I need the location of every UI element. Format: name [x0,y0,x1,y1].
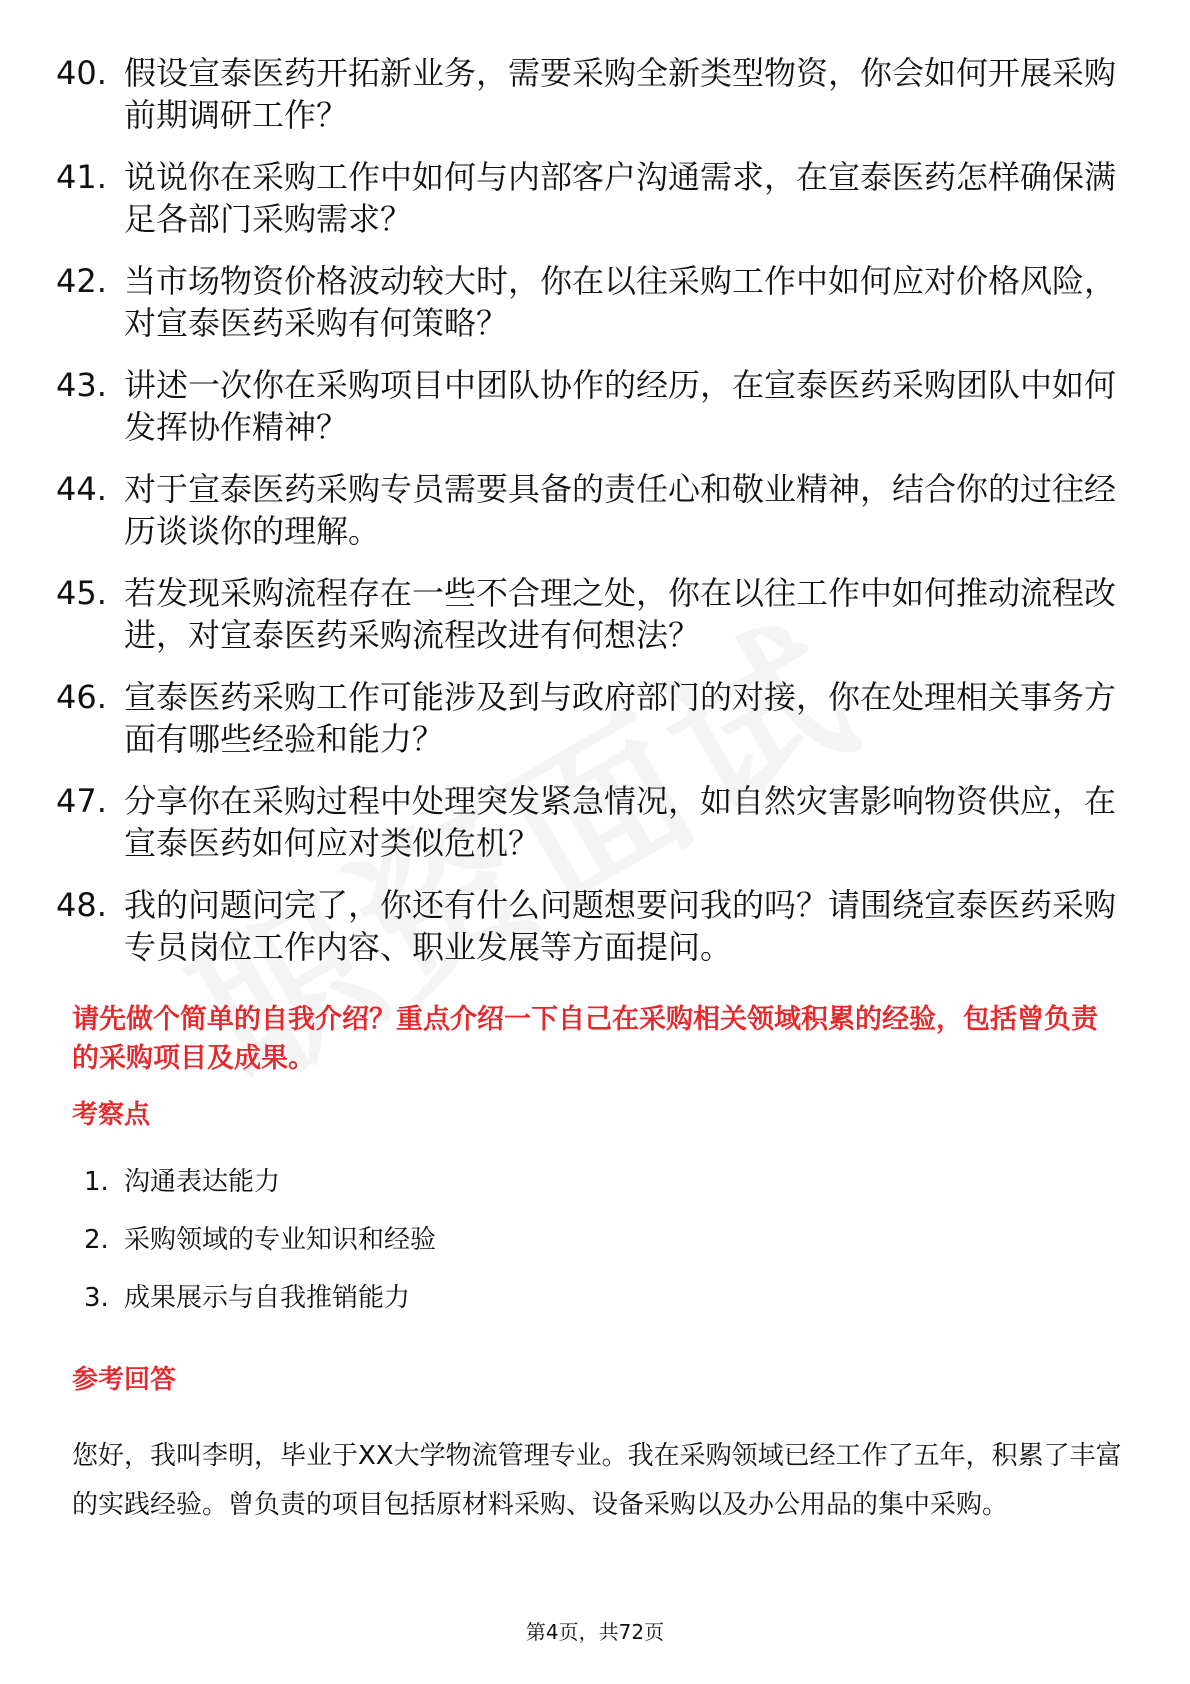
question-number: 45. [56,574,107,612]
point-text: 沟通表达能力 [124,1167,281,1197]
point-text: 采购领域的专业知识和经验 [124,1225,437,1255]
answer-label: 参考回答 [72,1365,177,1395]
question-item [56,156,1116,240]
answer-text: 您好，我叫李明，毕业于XX大学物流管理专业。我在采购领域已经工作了五年，积累了丰富的实践经验。曾负责的项目包括原材料采购、设备采购以及办公用品的集中采购。 [72,1441,1122,1520]
question-item [56,468,1116,552]
question-text: 我的问题问完了，你还有什么问题想要问我的吗？请围绕宣泰医药采购专员岗位工作内容、职业发展等方面提问。 [124,886,1117,966]
question-item [56,52,1116,136]
point-item [84,1281,436,1315]
points-list [84,1165,436,1339]
question-text: 若发现采购流程存在一些不合理之处，你在以往工作中如何推动流程改进，对宣泰医药采购流程改进有何想法？ [124,574,1117,654]
question-item [56,364,1116,448]
point-number: 1. [84,1167,109,1197]
question-number: 46. [56,678,107,716]
page-footer: 第4页，共72页 [525,1620,665,1644]
question-number: 44. [56,470,107,508]
question-text: 对于宣泰医药采购专员需要具备的责任心和敬业精神，结合你的过往经历谈谈你的理解。 [124,470,1117,550]
question-item [56,572,1116,656]
question-item [56,780,1116,864]
question-item [56,676,1116,760]
question-number: 40. [56,54,107,92]
question-item [56,884,1116,968]
question-text: 宣泰医药采购工作可能涉及到与政府部门的对接，你在处理相关事务方面有哪些经验和能力？ [124,678,1117,758]
question-text: 讲述一次你在采购项目中团队协作的经历，在宣泰医药采购团队中如何发挥协作精神？ [124,366,1117,446]
question-number: 41. [56,158,107,196]
point-text: 成果展示与自我推销能力 [124,1283,411,1313]
section-question-heading: 请先做个简单的自我介绍？重点介绍一下自己在采购相关领域积累的经验，包括曾负责的采购项目及成果。 [72,1004,1098,1074]
question-number: 47. [56,782,107,820]
question-text: 假设宣泰医药开拓新业务，需要采购全新类型物资，你会如何开展采购前期调研工作？ [124,54,1117,134]
question-number: 42. [56,262,107,300]
question-number: 48. [56,886,107,924]
question-text: 当市场物资价格波动较大时，你在以往采购工作中如何应对价格风险，对宣泰医药采购有何策略？ [124,262,1117,342]
question-item [56,260,1116,344]
points-label: 考察点 [72,1100,151,1130]
question-number: 43. [56,366,107,404]
point-item [84,1223,436,1257]
question-text: 说说你在采购工作中如何与内部客户沟通需求，在宣泰医药怎样确保满足各部门采购需求？ [124,158,1117,238]
question-list [56,52,1116,988]
point-number: 2. [84,1225,109,1255]
question-text: 分享你在采购过程中处理突发紧急情况，如自然灾害影响物资供应，在宣泰医药如何应对类似危机？ [124,782,1117,862]
point-item [84,1165,436,1199]
point-number: 3. [84,1283,109,1313]
